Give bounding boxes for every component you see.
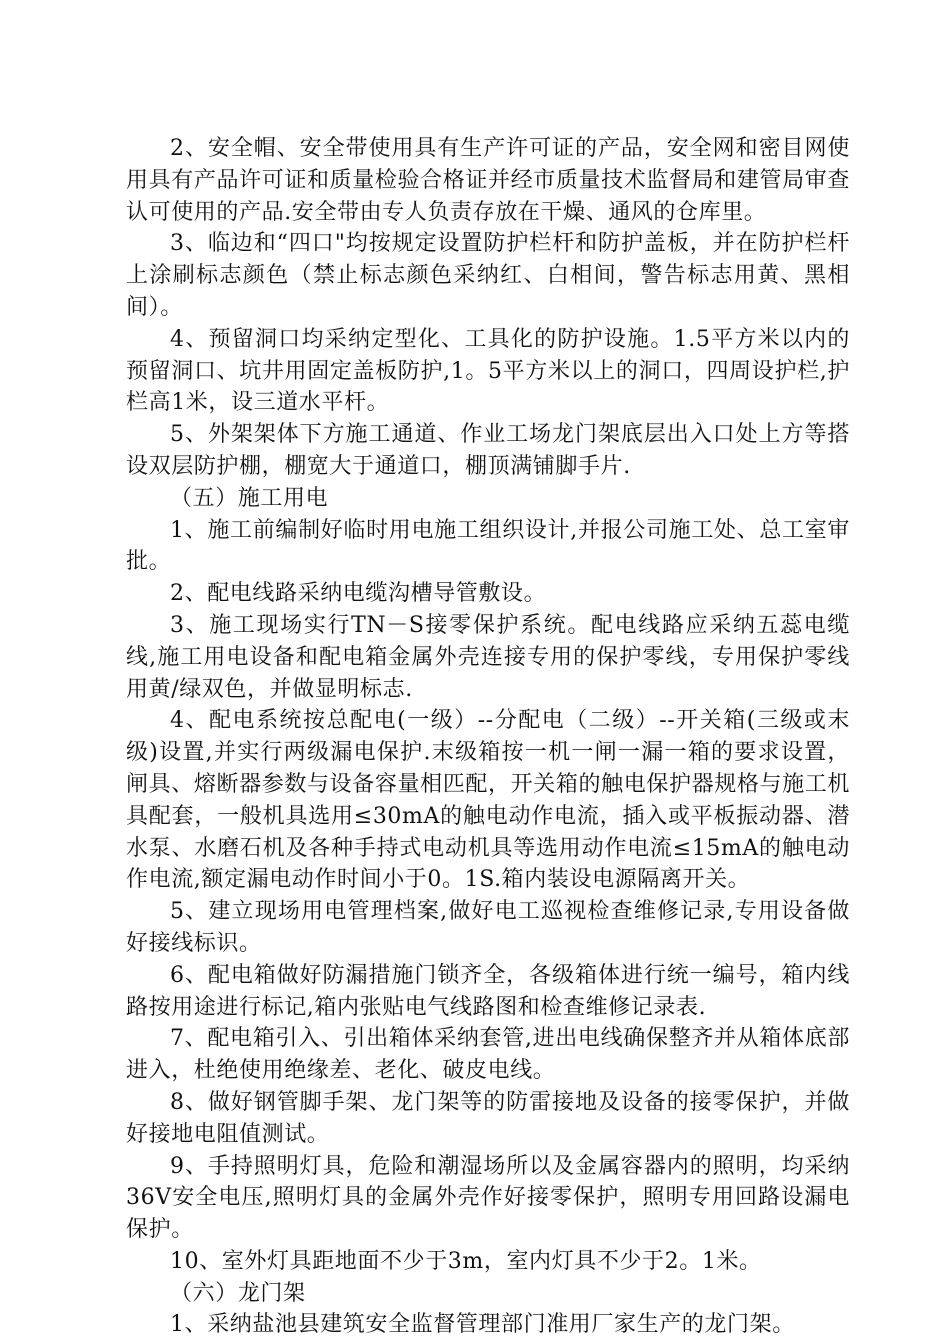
paragraph-lamp-height: 10、室外灯具距地面不少于3m，室内灯具不少于2。1米。 <box>170 1248 762 1274</box>
paragraph-edge-protection: 3、临边和“四口"均按规定设置防护栏杆和防护盖板，并在防护栏杆上涂刷标志颜色（禁止标志颜色采纳红、白相间，警告标志用黄、黑相间）。 <box>126 231 850 320</box>
section-heading-construction-power: （五）施工用电 <box>170 485 329 511</box>
paragraph-reserved-openings: 4、预留洞口均采纳定型化、工具化的防护设施。1.5平方米以内的预留洞口、坑井用固定盖板防护,1。5平方米以上的洞口，四周设护栏,护栏高1米，设三道水平杆。 <box>126 326 850 416</box>
paragraph-safety-equipment: 2、安全帽、安全带使用具有生产许可证的产品，安全网和密目网使用具有产品许可证和质量检验合格证并经市质量技术监督局和建管局审查认可使用的产品.安全带由专人负责存放在干燥、通风的仓库里。 <box>126 136 850 225</box>
paragraph-box-wiring: 7、配电箱引入、引出箱体采纳套管,进出电线确保整齐并从箱体底部进入，杜绝使用绝缘差、老化、破皮电线。 <box>126 1026 850 1084</box>
paragraph-gantry-supplier: 1、采纳盐池县建筑安全监督管理部门准用厂家生产的龙门架。 <box>170 1312 795 1338</box>
paragraph-temporary-power-design: 1、施工前编制好临时用电施工组织设计,并报公司施工处、总工室审批。 <box>126 517 850 575</box>
paragraph-cable-laying: 2、配电线路采纳电缆沟槽导管敷设。 <box>170 581 547 607</box>
paragraph-power-management-records: 5、建立现场用电管理档案,做好电工巡视检查维修记录,专用设备做好接线标识。 <box>126 899 850 956</box>
paragraph-handheld-lighting: 9、手持照明灯具，危险和潮湿场所以及金属容器内的照明，均采纳36V安全电压,照明灯具的金属外壳作好接零保护，照明专用回路设漏电保护。 <box>126 1153 850 1243</box>
paragraph-double-protection-shed: 5、外架架体下方施工通道、作业工场龙门架底层出入口处上方等搭设双层防护棚，棚宽大于通道口，棚顶满铺脚手片. <box>126 422 850 479</box>
document-body <box>126 133 850 1341</box>
paragraph-tn-s-system: 3、施工现场实行TN－S接零保护系统。配电线路应采纳五蕊电缆线,施工用电设备和配电箱金属外壳连接专用的保护零线，专用保护零线用黄/绿双色，并做显明标志. <box>126 612 850 702</box>
paragraph-distribution-system: 4、配电系统按总配电(一级）--分配电（二级）--开关箱(三级或末级)设置,并实行两级漏电保护.末级箱按一机一闸一漏一箱的要求设置，闸具、熔断器参数与设备容量相匹配，开关箱的触电保护器规格与施工机具配套，一般机具选用≤30mA的触电动作电流，插入或平板振动器、潜水泵、水磨石机及各种手持式电动机具等选用动作电流≤15mA的触电动作电流,额定漏电动作时间小于0。1S.箱内装设电源隔离开关。 <box>126 708 850 893</box>
paragraph-distribution-box-labeling: 6、配电箱做好防漏措施门锁齐全，各级箱体进行统一编号，箱内线路按用途进行标记,箱内张贴电气线路图和检查维修记录表. <box>126 962 850 1020</box>
paragraph-lightning-protection: 8、做好钢管脚手架、龙门架等的防雷接地及设备的接零保护，并做好接地电阻值测试。 <box>126 1089 850 1147</box>
section-heading-gantry-frame: （六）龙门架 <box>170 1280 306 1306</box>
